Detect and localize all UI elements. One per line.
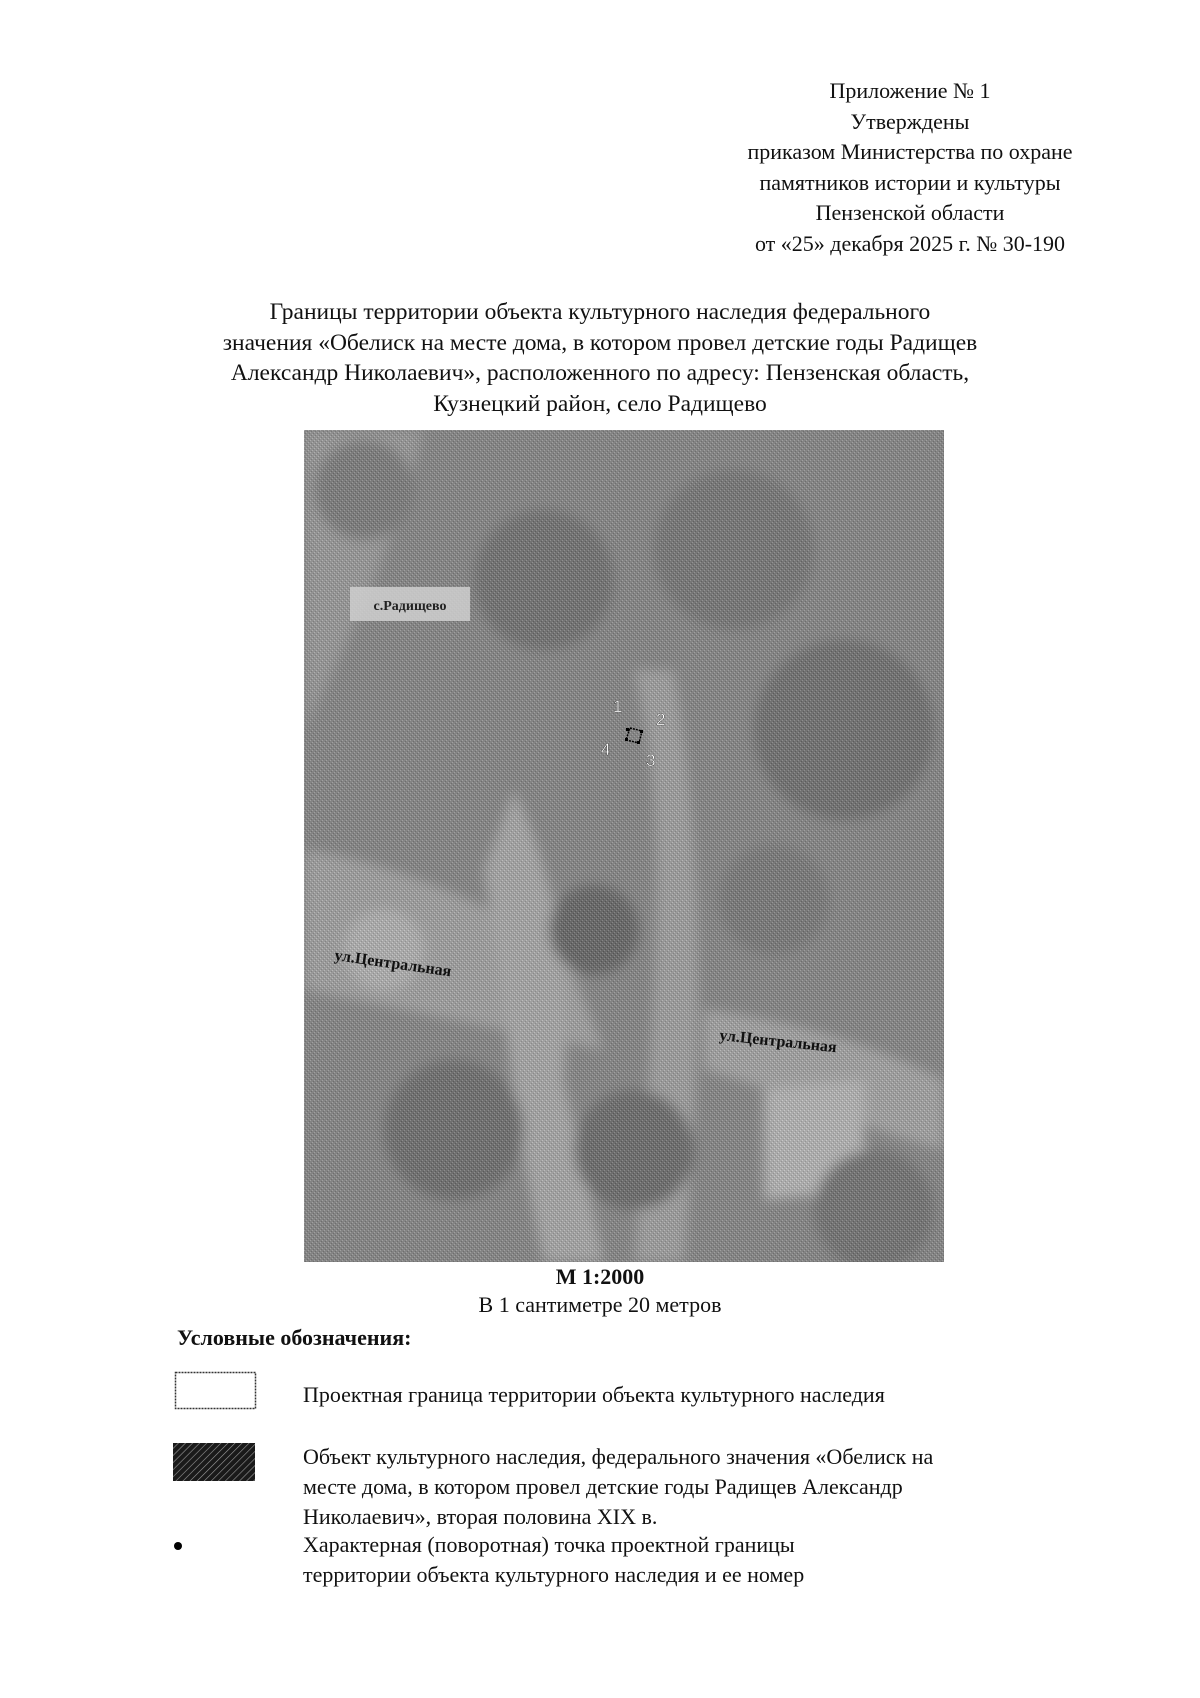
title-line: значения «Обелиск на месте дома, в котором провел детские годы Радищев (222, 329, 978, 356)
legend-line: месте дома, в котором провел детские годы Радищев Александр (303, 1474, 903, 1499)
street-label: ул.Центральная (333, 947, 453, 981)
boundary-legend-icon (174, 1371, 258, 1411)
approval-block (700, 76, 1120, 259)
approval-line: Утверждены (850, 108, 970, 134)
title-line: Границы территории объекта культурного наследия федерального (269, 299, 931, 325)
legend-item-boundary (303, 1380, 1083, 1410)
aerial-map (304, 430, 944, 1262)
scale-note: В 1 сантиметре 20 метров (478, 1292, 722, 1317)
turning-point-legend-icon (172, 1540, 184, 1552)
title-line: Александр Николаевич», расположенного по адресу: Пензенская область, (230, 360, 970, 386)
street-label: ул.Центральная (718, 1027, 838, 1057)
title-line: Кузнецкий район, село Радищево (433, 390, 767, 417)
boundary-point (640, 730, 643, 733)
scale-label: М 1:2000 (555, 1264, 645, 1289)
legend-line: Проектная граница территории объекта культурного наследия (303, 1382, 885, 1407)
approval-line: от «25» декабря 2025 г. № 30-190 (754, 230, 1066, 256)
village-label: с.Радищево (373, 599, 447, 614)
document-title (120, 297, 1080, 419)
legend-line: Объект культурного наследия, федерального значения «Обелиск на (303, 1444, 934, 1469)
point-label: 4 (601, 740, 611, 759)
legend-line: Николаевич», вторая половина XIX в. (303, 1504, 658, 1529)
boundary-point (625, 738, 628, 741)
boundary-point (626, 728, 629, 731)
approval-line: приказом Министерства по охране (747, 139, 1073, 164)
legend-line: Характерная (поворотная) точка проектной границы (303, 1532, 795, 1557)
legend-item-turning-point (303, 1530, 1083, 1590)
boundary-point (637, 741, 640, 744)
legend-title: Условные обозначения: (177, 1325, 412, 1350)
approval-line: памятников истории и культуры (759, 169, 1061, 195)
point-label: 3 (646, 751, 656, 770)
legend-line: территории объекта культурного наследия и ее номер (303, 1562, 805, 1587)
point-label: 1 (613, 697, 623, 716)
approval-line: Пензенской области (815, 200, 1005, 225)
legend-item-heritage-object (303, 1442, 1083, 1532)
point-label: 2 (656, 710, 666, 729)
approval-line: Приложение № 1 (829, 78, 991, 103)
heritage-object-legend-icon (172, 1442, 256, 1482)
